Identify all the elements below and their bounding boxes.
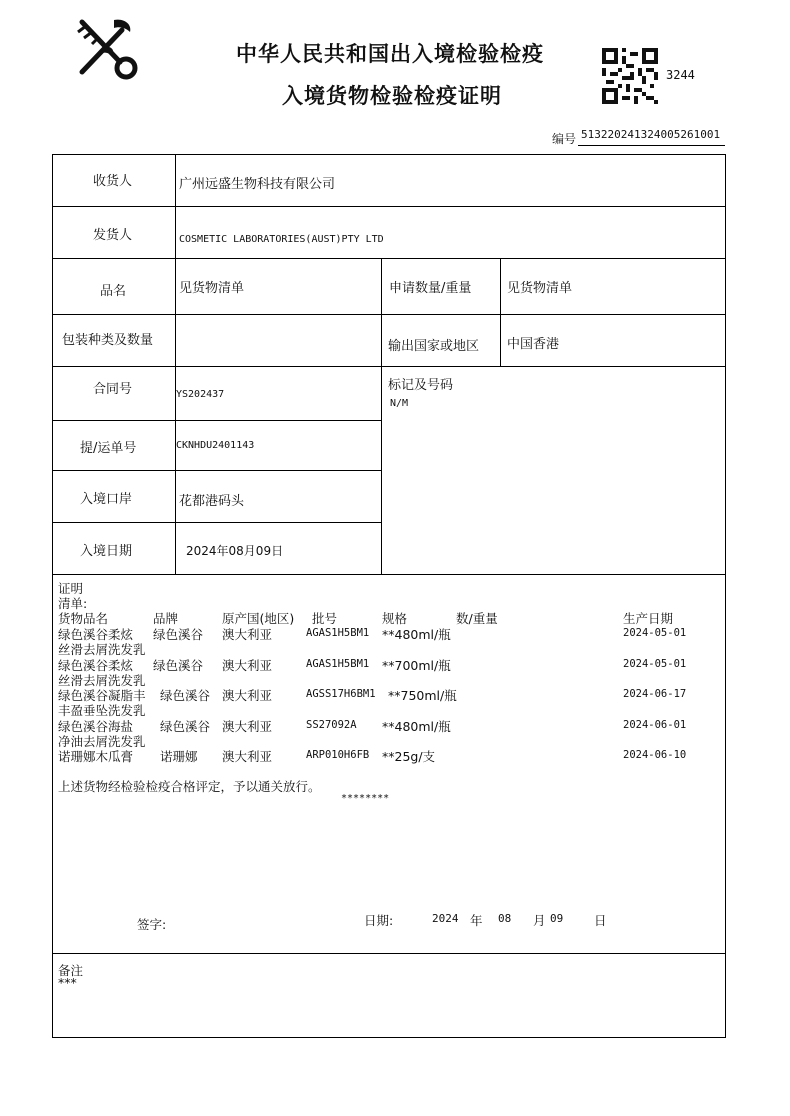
item-batch: ARP010H6FB (306, 749, 370, 761)
origin-country-label: 输出国家或地区 (388, 339, 480, 354)
item-spec: **25g/支 (382, 749, 436, 764)
entry-date-value: 2024年08月09日 (186, 544, 284, 558)
consignor-value: COSMETIC LABORATORIES(AUST)PTY LTD (179, 234, 384, 245)
row-divider (52, 314, 725, 315)
col-divider (381, 258, 382, 575)
item-prod-date: 2024-05-01 (623, 627, 687, 639)
consignor-label: 发货人 (93, 228, 133, 243)
sign-day: 09 (550, 912, 564, 925)
document-title-line1: 中华人民共和国出入境检验检疫 (236, 42, 544, 66)
list-label: 清单: (58, 596, 88, 611)
column-header-qty: 数/重量 (456, 611, 498, 626)
item-brand: 绿色溪谷 (160, 719, 211, 734)
clearance-statement: 上述货物经检验检疫合格评定，予以通关放行。 (58, 779, 321, 794)
item-origin: 澳大利亚 (222, 719, 273, 734)
item-name: 诺珊娜木瓜膏 (58, 749, 134, 764)
sign-year: 2024 (432, 912, 459, 925)
item-batch: AGAS1H5BM1 (306, 627, 370, 639)
sign-year-unit: 年 (470, 913, 483, 928)
row-divider (52, 258, 725, 259)
item-name-cont: 丝滑去屑洗发乳 (58, 642, 146, 657)
product-label: 品名 (100, 284, 127, 299)
item-name: 绿色溪谷柔炫 (58, 658, 134, 673)
row-divider (52, 420, 381, 421)
bill-of-lading-label: 提/运单号 (80, 441, 137, 456)
serial-underline (578, 145, 725, 146)
item-name: 绿色溪谷凝脂丰 (58, 688, 146, 703)
serial-number: 513220241324005261001 (581, 128, 721, 141)
item-name-cont: 丰盈垂坠洗发乳 (58, 703, 146, 718)
item-origin: 澳大利亚 (222, 658, 273, 673)
quantity-value: 见货物清单 (507, 281, 573, 296)
column-header-brand: 品牌 (153, 611, 179, 626)
row-divider (52, 574, 725, 575)
item-spec: **480ml/瓶 (382, 627, 451, 642)
item-spec: **700ml/瓶 (382, 658, 451, 673)
entry-port-value: 花都港码头 (179, 494, 245, 509)
item-brand: 绿色溪谷 (160, 688, 211, 703)
row-divider (52, 522, 381, 523)
document-title-line2: 入境货物检验检疫证明 (282, 84, 502, 108)
column-header-name: 货物品名 (58, 611, 109, 626)
consignee-label: 收货人 (93, 174, 133, 189)
contract-value: YS202437 (176, 389, 225, 400)
packing-label: 包装种类及数量 (62, 333, 154, 348)
qr-code-icon (602, 48, 658, 104)
consignee-value: 广州远盛生物科技有限公司 (179, 177, 336, 192)
contract-label: 合同号 (93, 382, 133, 397)
item-origin: 澳大利亚 (222, 749, 273, 764)
marks-label: 标记及号码 (388, 378, 454, 393)
inspection-emblem-icon (72, 14, 142, 82)
item-name: 绿色溪谷柔炫 (58, 627, 134, 642)
remarks-value: *** (58, 975, 77, 990)
sign-month-unit: 月 (533, 913, 546, 928)
item-origin: 澳大利亚 (222, 627, 273, 642)
item-prod-date: 2024-05-01 (623, 658, 687, 670)
item-name-cont: 净油去屑洗发乳 (58, 734, 146, 749)
sign-day-unit: 日 (594, 913, 607, 928)
item-brand: 诺珊娜 (160, 749, 198, 764)
col-divider (175, 154, 176, 575)
item-batch: AGSS17H6BM1 (306, 688, 376, 700)
sign-date-label: 日期: (364, 913, 394, 928)
item-spec: **480ml/瓶 (382, 719, 451, 734)
item-prod-date: 2024-06-17 (623, 688, 687, 700)
column-header-spec: 规格 (382, 611, 408, 626)
column-header-origin: 原产国(地区) (222, 611, 295, 626)
item-origin: 澳大利亚 (222, 688, 273, 703)
certificate-heading: 证明 (58, 581, 84, 596)
item-batch: AGAS1H5BM1 (306, 658, 370, 670)
remarks-label: 备注 (58, 963, 84, 978)
row-divider (52, 206, 725, 207)
statement-stars: ******** (341, 793, 390, 804)
sign-month: 08 (498, 912, 512, 925)
qr-number: 3244 (666, 68, 695, 82)
item-prod-date: 2024-06-10 (623, 749, 687, 761)
item-name: 绿色溪谷海盐 (58, 719, 134, 734)
item-batch: SS27092A (306, 719, 357, 731)
product-value: 见货物清单 (179, 281, 245, 296)
row-divider (52, 470, 381, 471)
entry-date-label: 入境日期 (80, 544, 133, 559)
bill-of-lading-value: CKNHDU2401143 (176, 440, 255, 451)
item-brand: 绿色溪谷 (153, 627, 204, 642)
col-divider (500, 258, 501, 367)
item-name-cont: 丝滑去屑洗发乳 (58, 673, 146, 688)
signature-label: 签字: (137, 917, 167, 932)
column-header-prod-date: 生产日期 (623, 611, 674, 626)
marks-value: N/M (390, 398, 409, 409)
quantity-label: 申请数量/重量 (389, 281, 472, 296)
serial-label: 编号 (552, 132, 577, 146)
column-header-batch: 批号 (312, 611, 338, 626)
item-spec: **750ml/瓶 (388, 688, 457, 703)
entry-port-label: 入境口岸 (80, 492, 133, 507)
row-divider (52, 366, 725, 367)
origin-country-value: 中国香港 (507, 337, 560, 352)
row-divider (52, 953, 725, 954)
item-brand: 绿色溪谷 (153, 658, 204, 673)
item-prod-date: 2024-06-01 (623, 719, 687, 731)
